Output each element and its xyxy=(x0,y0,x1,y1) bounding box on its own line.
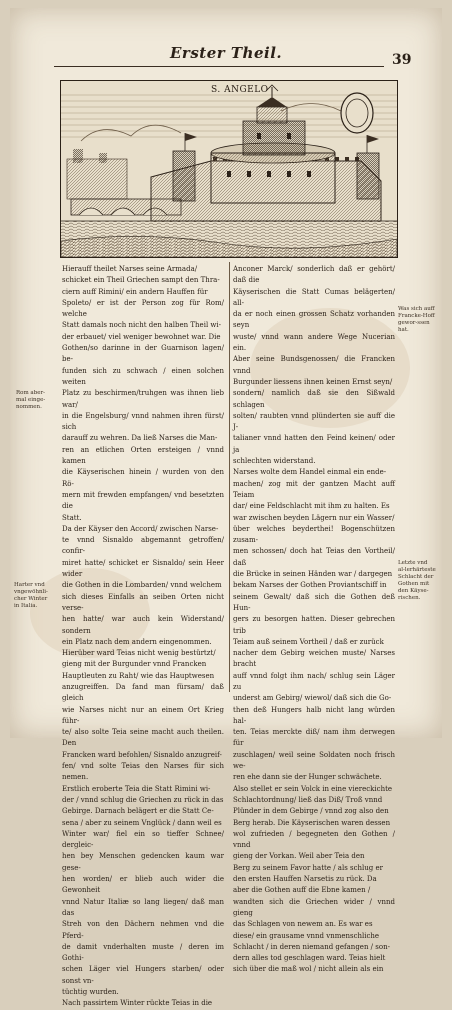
text-line: gieng der Vorkan. Weil aber Teia den xyxy=(233,852,365,861)
text-line: de damit vnderhalten muste / deren im Gothi- xyxy=(62,942,224,963)
text-line: diese/ ein grausame vnnd vnmenschliche xyxy=(233,931,380,940)
text-line: Da der Käyser den Accord/ zwischen Narse- xyxy=(62,524,219,533)
text-line: schicket ein Theil Griechen sampt den Thra- xyxy=(62,276,220,285)
text-line: in die Engelsburg/ vnnd nahmen ihren fürst/ sich xyxy=(62,411,224,432)
margin-note-left-1: Rom aber-mal einge-nommen. xyxy=(16,390,46,410)
text-line: Streh von den Dächern nehmen vnd die Pferd- xyxy=(62,920,224,940)
engraving-plate xyxy=(60,80,398,258)
text-line: darauff zu wehren. Da ließ Narses die Man- xyxy=(62,434,218,443)
text-line: underst am Gebirg/ wiewol/ daß sich die Go- xyxy=(233,694,392,703)
text-line: vnnd Natur Italiæ so lang liegen/ daß man das xyxy=(62,897,224,917)
page-number: 39 xyxy=(392,52,412,68)
text-line: Anconer Marck/ sonderlich daß er gehört/ daß die xyxy=(233,265,395,285)
text-line: Hauptleuten zu Raht/ wie das Hauptwesen xyxy=(62,671,215,680)
text-line: wandten sich die Griechen wider / vnnd gieng xyxy=(233,897,395,917)
text-line: ten. Teias merckte diß/ nam ihm derwegen für xyxy=(233,728,395,748)
text-line: ren ehe dann sie der Hunger schwächete. xyxy=(233,773,382,782)
text-line: ein Platz nach dem andern eingenommen. xyxy=(62,637,212,646)
text-line: schlechten widerstand. xyxy=(233,457,316,466)
column-divider xyxy=(229,262,230,692)
text-line: Aber seine Bundsgenossen/ die Francken vnnd xyxy=(233,355,395,375)
header-rule xyxy=(54,66,384,67)
text-line: tüchtig wurden. xyxy=(62,988,119,996)
text-line: Schlachtordnung/ ließ das Diß/ Troß vnnd xyxy=(233,795,383,804)
text-line: der erbauet/ viel weniger bewohnet war. Die xyxy=(62,332,221,341)
text-line: der / vnnd schlug die Griechen zu rück in das xyxy=(62,795,224,804)
text-line: über welches beyderthei! Bogenschützen zusam- xyxy=(233,524,395,545)
text-line: Erstlich eroberte Teia die Statt Rimini wi- xyxy=(62,784,211,793)
text-line: solten/ raubten vnnd plünderten sie auff die J- xyxy=(233,411,395,432)
text-line: sich über die maß wol / nicht allein als ein xyxy=(233,965,384,974)
text-line: Teiam auß seinem Vortheil / daß er zurück xyxy=(233,637,384,646)
text-line: te/ also solte Teia seine macht auch theilen. Den xyxy=(62,728,224,748)
plate-caption: S. ANGELO xyxy=(211,85,269,95)
text-line: nacher dem Gebirg weichen muste/ Narses bracht xyxy=(233,649,395,669)
text-line: da er noch einen grossen Schatz vorhanden seyn xyxy=(233,310,395,330)
text-line: das Schlagen von newem an. Es war es xyxy=(233,920,373,929)
text-line: Plünder in dem Gebirge / vnnd zog also den xyxy=(233,807,389,816)
text-line: Platz zu beschirmen/truhgen was ihnen lieb war/ xyxy=(62,389,224,409)
text-line: die Käyserischen hinein / wurden von den Rö- xyxy=(62,468,224,488)
text-line: sich dieses Einfalls an seiben Orten nicht verse- xyxy=(62,592,224,612)
margin-note-right-2: Letzte vnd al-lerhärteste Schlacht der Gothen mit den Käyse-rischen. xyxy=(398,560,436,601)
text-line: Statt damals noch nicht den halben Theil wi- xyxy=(62,321,221,330)
text-line: Berg zu seinem Favor hatte / als schlug er xyxy=(233,863,383,872)
page-header-title: Erster Theil. xyxy=(170,44,283,62)
text-line: wuste/ vnnd wann andere Wege Nucerian ein. xyxy=(233,332,395,353)
text-line: ren an etlichen Orten ersteigen / vnnd kamen xyxy=(62,445,224,466)
text-line: hen hatte/ war auch kein Widerstand/ sondern xyxy=(62,615,224,635)
text-line: Gebirge. Darnach belägert er die Statt Ce- xyxy=(62,807,214,816)
left-text-column xyxy=(62,264,224,1010)
text-line: te vnnd Sisnaldo abgemannt getroffen/ confir- xyxy=(62,536,224,556)
text-line: hen worden/ er blieb auch wider die Gewonheit xyxy=(62,875,224,895)
text-line: seinem Gewalt/ daß sich die Gothen deß Hun- xyxy=(233,592,395,612)
text-line: fen/ vnd solte Teias den Narses für sich nemen. xyxy=(62,762,224,782)
text-line: Käyserischen die Statt Cumas belägerten/ all- xyxy=(233,287,395,307)
text-line: Spoleto/ er ist der Person zog für Rom/ welche xyxy=(62,298,224,319)
text-line: den ersten Hauffen Narsetis zu rück. Da xyxy=(233,875,377,884)
text-line: Gothen/so darinne in der Guarnison lagen/ be- xyxy=(62,344,224,364)
text-line: Francken ward befohlen/ Sisnaldo anzugreif- xyxy=(62,750,222,759)
text-line: die Brücke in seinen Händen war / dargegen xyxy=(233,570,393,579)
text-line: gieng mit der Burgunder vnnd Francken xyxy=(62,660,207,669)
text-line: Statt. xyxy=(62,513,82,522)
right-text-column xyxy=(233,264,395,976)
text-line: sondern/ namlich daß sie den Sißwald schlagen xyxy=(233,389,395,409)
text-line: Hierauff theilet Narses seine Armada/ xyxy=(62,265,198,273)
castle-engraving xyxy=(61,81,397,257)
text-line: hen bey Menschen gedencken kaum war gese- xyxy=(62,852,224,872)
text-line: sena / aber zu seinem Vnglück / dann weil es xyxy=(62,818,222,827)
margin-note-right-1: Was sich auff Francke-Hoff gewor-ssen hat. xyxy=(398,306,435,333)
text-line: bekam Narses der Gothen Proviantschiff in xyxy=(233,581,387,590)
text-line: Narses wolte dem Handel einmal ein ende- xyxy=(233,468,387,477)
text-line: zuschlagen/ weil seine Soldaten noch frisch we- xyxy=(233,750,395,771)
text-line: Berg herab. Die Käyserischen waren dessen xyxy=(233,818,391,827)
text-line: dar/ eine Feldschlacht mit ihm zu halten. Es xyxy=(233,502,390,511)
text-line: auff vnnd folgt ihm nach/ schlug sein Läger zu xyxy=(233,671,395,691)
text-line: aber die Gothen auff die Ebne kamen / xyxy=(233,886,371,895)
text-line: mern mit frewden empfangen/ vnd besetzten die xyxy=(62,490,224,511)
text-line: Winter war/ fiel ein so tieffer Schnee/ dergleic- xyxy=(62,829,224,850)
margin-note-left-2: Harter vnd vngewöhnli-cher Winter in Italia. xyxy=(14,582,48,609)
text-line: Nach passirtem Winter rückte Teias in die xyxy=(62,999,213,1008)
text-line: wie Narses nicht nur an einem Ort Krieg führ- xyxy=(62,705,224,725)
text-line: men schossen/ doch hat Teias den Vortheil/ daß xyxy=(233,547,395,567)
text-line: miret hatte/ schicket er Sisnaldo/ sein Heer wider xyxy=(62,558,224,579)
text-line: war zwischen beyden Lägern nur ein Wasser/ xyxy=(233,513,395,522)
text-line: Burgunder liessens ihnen keinen Ernst seyn/ xyxy=(233,377,393,386)
text-line: talianer vnnd hatten den Feind keinen/ oder ja xyxy=(233,434,395,454)
text-line: gers zu besorgen hatten. Dieser gebrechen trib xyxy=(233,615,395,635)
text-line: Also stellet er sein Volck in eine viereckichte xyxy=(233,784,393,793)
text-line: schen Läger viel Hungers starben/ oder sonst vn- xyxy=(62,965,224,985)
text-line: anzugreiffen. Da fand man fürsam/ daß gleich xyxy=(62,682,224,703)
text-line: then deß Hungers halb nicht lang würden hal- xyxy=(233,705,395,725)
text-line: ciern auff Rimini/ ein andern Hauffen für xyxy=(62,287,208,296)
text-line: funden sich zu schwach / einen solchen weiten xyxy=(62,366,224,386)
text-line: die Gothen in die Lombarden/ vnnd welchem xyxy=(62,581,222,590)
text-line: Schlacht / in deren niemand gefangen / son- xyxy=(233,942,390,951)
text-line: machen/ zog mit der gantzen Macht auff Teiam xyxy=(233,479,395,499)
text-line: Hierüber ward Teias nicht wenig bestürtzt/ xyxy=(62,649,216,658)
text-line: wol zufrieden / begegneten den Gothen / vnnd xyxy=(233,829,395,850)
text-line: dern alles tod geschlagen ward. Teias hielt xyxy=(233,954,386,963)
